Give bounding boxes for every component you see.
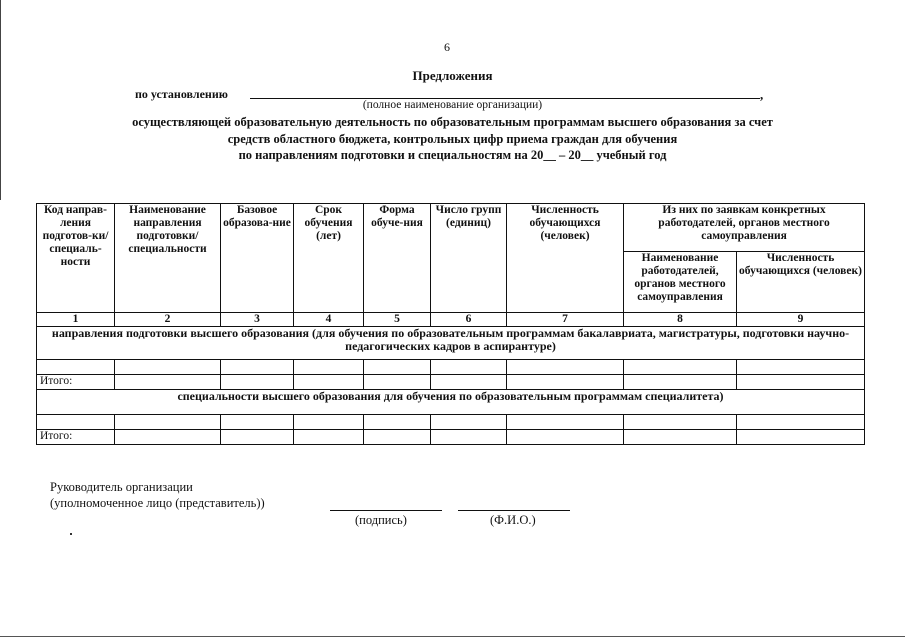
signer-block bbox=[50, 479, 265, 511]
org-label: по установлению bbox=[135, 87, 228, 101]
name-blank-line bbox=[458, 510, 570, 511]
table-cell bbox=[624, 360, 737, 375]
table-cell bbox=[431, 375, 507, 390]
table-cell bbox=[624, 415, 737, 430]
column-number: 8 bbox=[624, 313, 737, 327]
table-cell bbox=[37, 415, 115, 430]
header-employers-group: Из них по заявкам конкретных работодателей, органов местного самоуправления bbox=[624, 204, 865, 252]
total-label: Итого: bbox=[37, 430, 115, 445]
total-label: Итого: bbox=[37, 375, 115, 390]
org-comma: , bbox=[760, 87, 764, 102]
table-cell bbox=[37, 360, 115, 375]
header-students: Численность обучающихся (человек) bbox=[507, 204, 624, 313]
table-cell bbox=[294, 415, 364, 430]
table-cell bbox=[507, 415, 624, 430]
table-row bbox=[37, 415, 865, 430]
table-cell bbox=[624, 430, 737, 445]
table-cell bbox=[221, 430, 294, 445]
header-employer-students-cell bbox=[737, 252, 865, 313]
table-cell bbox=[507, 430, 624, 445]
section-title-2: специальности высшего образования для обучения по образовательным программам специалитета) bbox=[37, 390, 865, 415]
table-cell bbox=[294, 430, 364, 445]
org-hint: (полное наименование организации) bbox=[362, 99, 543, 111]
table-cell bbox=[221, 375, 294, 390]
table-cell bbox=[624, 375, 737, 390]
header-employer-name: Наименование работодателей, органов местного самоуправления bbox=[624, 252, 737, 313]
table-cell bbox=[364, 375, 431, 390]
org-hint-row bbox=[0, 99, 905, 111]
subtitle-line-1: осуществляющей образовательную деятельность по образовательным программам высшего образования за счет bbox=[132, 115, 773, 129]
column-number: 5 bbox=[364, 313, 431, 327]
proposals-table bbox=[36, 203, 865, 445]
column-number: 2 bbox=[115, 313, 221, 327]
table-cell bbox=[294, 360, 364, 375]
table-cell bbox=[221, 415, 294, 430]
table-cell bbox=[507, 360, 624, 375]
table-cell bbox=[431, 430, 507, 445]
column-number: 6 bbox=[431, 313, 507, 327]
column-number: 1 bbox=[37, 313, 115, 327]
scan-speck bbox=[70, 533, 72, 535]
header-employer-students: Численность обучающихся (человек) bbox=[739, 252, 862, 278]
signer-subtitle: (уполномоченное лицо (представитель)) bbox=[50, 496, 265, 510]
header-groups: Число групп (единиц) bbox=[431, 204, 507, 313]
header-code: Код направ-ления подготов-ки/ специаль-ности bbox=[37, 204, 115, 313]
table-cell bbox=[431, 415, 507, 430]
table-cell bbox=[115, 375, 221, 390]
table-cell bbox=[294, 375, 364, 390]
table-cell bbox=[737, 415, 865, 430]
header-form: Форма обуче-ния bbox=[364, 204, 431, 313]
table-cell bbox=[115, 415, 221, 430]
column-number: 3 bbox=[221, 313, 294, 327]
section-row-bachelor-master bbox=[37, 327, 865, 360]
header-term: Срок обучения (лет) bbox=[294, 204, 364, 313]
column-number: 9 bbox=[737, 313, 865, 327]
total-row-2 bbox=[37, 430, 865, 445]
column-number: 4 bbox=[294, 313, 364, 327]
document-title: Предложения bbox=[412, 68, 493, 83]
section-row-specialist bbox=[37, 390, 865, 415]
table-row bbox=[37, 360, 865, 375]
total-row-1 bbox=[37, 375, 865, 390]
header-row-1 bbox=[37, 204, 865, 252]
table-cell bbox=[507, 375, 624, 390]
table-cell bbox=[737, 430, 865, 445]
table-cell bbox=[115, 360, 221, 375]
signature-blank-line bbox=[330, 510, 442, 511]
scan-bottom-edge bbox=[0, 636, 905, 637]
page-number: 6 bbox=[444, 40, 450, 54]
header-education: Базовое образова-ние bbox=[221, 204, 294, 313]
table-cell bbox=[115, 430, 221, 445]
header-name: Наименование направления подготовки/ специальности bbox=[115, 204, 221, 313]
signature-caption: (подпись) bbox=[355, 513, 407, 527]
signer-title: Руководитель организации bbox=[50, 480, 193, 494]
column-number: 7 bbox=[507, 313, 624, 327]
subtitle-line-3: по направлениям подготовки и специальностям на 20__ – 20__ учебный год bbox=[238, 148, 667, 162]
table-cell bbox=[431, 360, 507, 375]
table-cell bbox=[364, 415, 431, 430]
table-cell bbox=[364, 360, 431, 375]
table-cell bbox=[737, 360, 865, 375]
table-cell bbox=[221, 360, 294, 375]
section-title-1: направления подготовки высшего образования (для обучения по образовательным программам бакалавриата, магистратуры, подготовки научно-педагогических кадров в аспирантуре) bbox=[37, 327, 865, 360]
table-cell bbox=[364, 430, 431, 445]
subtitle-line-2: средств областного бюджета, контрольных цифр приема граждан для обучения bbox=[227, 132, 678, 146]
table-cell bbox=[737, 375, 865, 390]
name-caption: (Ф.И.О.) bbox=[490, 513, 536, 527]
column-number-row bbox=[37, 313, 865, 327]
